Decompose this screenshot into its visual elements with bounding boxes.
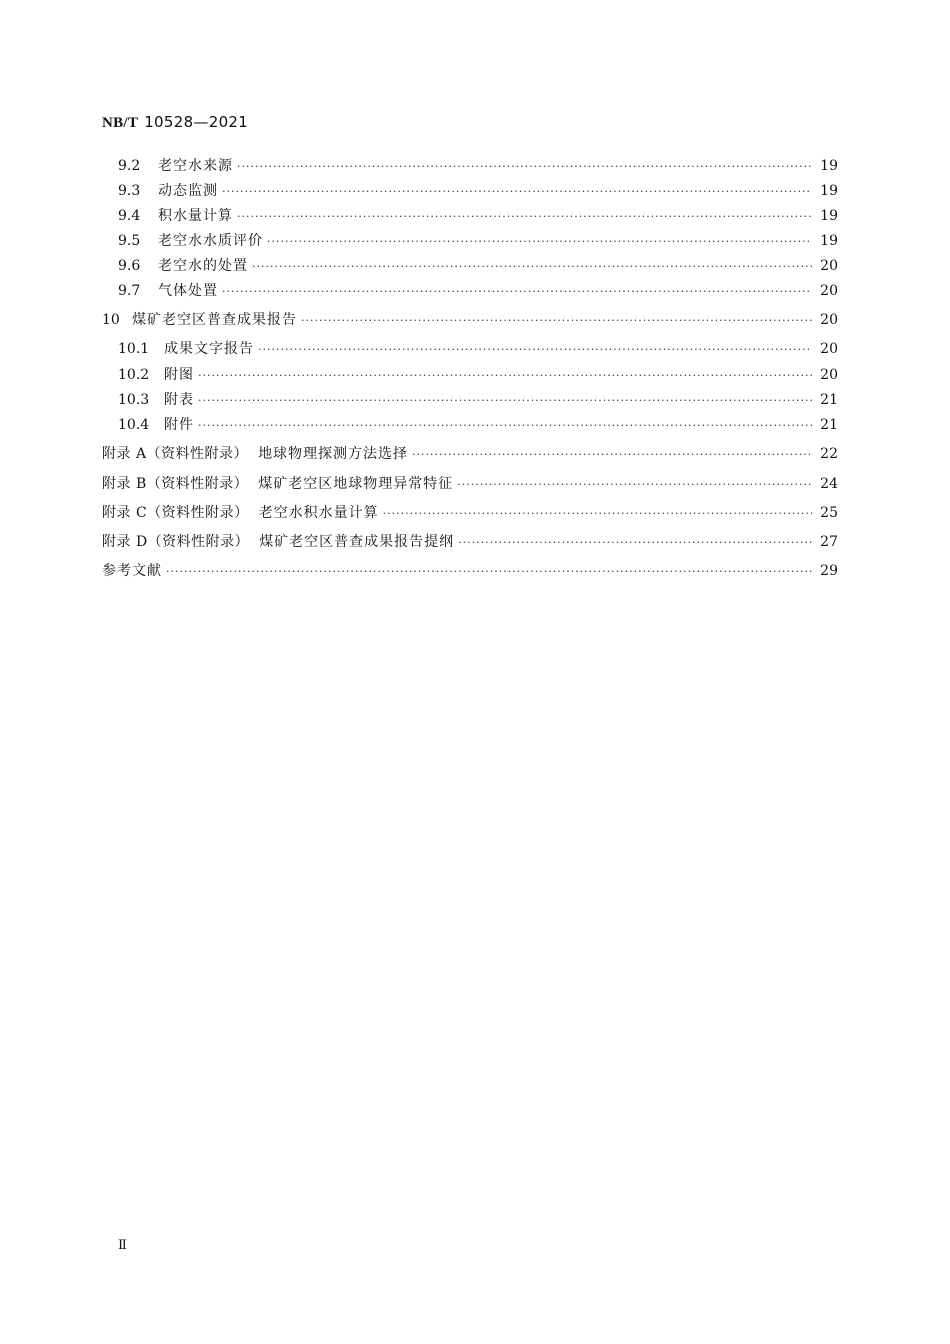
toc-entry-page: 19 xyxy=(820,233,838,249)
toc-entry-number: 附录 D（资料性附录） xyxy=(102,534,250,550)
standard-prefix: NB/T xyxy=(102,115,139,131)
toc-entry-number: 9.5 xyxy=(118,233,141,249)
toc-entry-title: 煤矿老空区普查成果报告 xyxy=(132,312,297,328)
toc-entry-number: 9.7 xyxy=(118,283,141,299)
toc-dot-leader xyxy=(166,563,812,581)
toc-entry-page: 29 xyxy=(820,563,838,579)
toc-entry-bibliography[interactable] xyxy=(102,562,838,581)
toc-entry-title: 老空水来源 xyxy=(158,158,233,174)
toc-entry-annex-a[interactable] xyxy=(102,445,838,464)
toc-entry-10-1[interactable] xyxy=(118,340,838,359)
toc-entry-page: 20 xyxy=(820,283,838,299)
toc-dot-leader xyxy=(267,233,812,251)
toc-dot-leader xyxy=(237,208,812,226)
toc-entry-page: 20 xyxy=(820,367,838,383)
toc-entry-9-2[interactable] xyxy=(118,157,838,176)
toc-entry-10-4[interactable] xyxy=(118,416,838,435)
toc-entry-10-3[interactable] xyxy=(118,391,838,410)
toc-entry-title: 煤矿老空区普查成果报告提纲 xyxy=(259,534,455,550)
toc-entry-9-6[interactable] xyxy=(118,257,838,276)
toc-entry-page: 19 xyxy=(820,208,838,224)
toc-entry-annex-b[interactable] xyxy=(102,475,838,494)
toc-entry-title: 气体处置 xyxy=(158,283,218,299)
toc-dot-leader xyxy=(198,417,812,435)
toc-entry-10[interactable] xyxy=(102,311,838,330)
toc-entry-title: 成果文字报告 xyxy=(164,341,254,357)
toc-entry-number: 10.1 xyxy=(118,341,150,357)
toc-entry-title: 动态监测 xyxy=(158,183,218,199)
toc-entry-title: 地球物理探测方法选择 xyxy=(258,446,409,462)
toc-entry-number: 附录 A（资料性附录） xyxy=(102,446,249,462)
toc-entry-title: 附图 xyxy=(164,367,194,383)
toc-entry-number: 10.3 xyxy=(118,392,150,408)
toc-entry-page: 21 xyxy=(820,392,838,408)
document-header xyxy=(102,113,248,132)
toc-entry-number: 9.2 xyxy=(118,158,141,174)
toc-entry-page: 19 xyxy=(820,183,838,199)
toc-dot-leader xyxy=(258,341,812,359)
toc-entry-page: 24 xyxy=(820,476,838,492)
toc-dot-leader xyxy=(198,392,812,410)
toc-entry-title: 煤矿老空区地球物理异常特征 xyxy=(258,476,454,492)
toc-dot-leader xyxy=(237,158,812,176)
toc-dot-leader xyxy=(198,367,812,385)
toc-entry-title: 老空水水质评价 xyxy=(158,233,263,249)
toc-dot-leader xyxy=(301,312,812,330)
toc-entry-annex-d[interactable] xyxy=(102,533,838,552)
toc-dot-leader xyxy=(383,505,812,523)
toc-entry-number: 附录 B（资料性附录） xyxy=(102,476,249,492)
toc-entry-number: 10.2 xyxy=(118,367,150,383)
toc-entry-title: 附件 xyxy=(164,417,194,433)
toc-entry-title: 老空水积水量计算 xyxy=(258,505,379,521)
toc-entry-number: 9.4 xyxy=(118,208,141,224)
standard-number: 10528—2021 xyxy=(144,113,249,131)
toc-entry-page: 19 xyxy=(820,158,838,174)
toc-entry-10-2[interactable] xyxy=(118,366,838,385)
toc-entry-9-4[interactable] xyxy=(118,207,838,226)
page-number-footer: Ⅱ xyxy=(118,1238,127,1253)
toc-entry-title: 老空水的处置 xyxy=(158,258,248,274)
toc-dot-leader xyxy=(458,534,812,552)
toc-entry-annex-c[interactable] xyxy=(102,504,838,523)
toc-dot-leader xyxy=(457,476,812,494)
toc-entry-number: 附录 C（资料性附录） xyxy=(102,505,249,521)
toc-entry-page: 20 xyxy=(820,312,838,328)
toc-entry-title: 附表 xyxy=(164,392,194,408)
toc-entry-9-3[interactable] xyxy=(118,182,838,201)
toc-entry-page: 22 xyxy=(820,446,838,462)
toc-entry-page: 27 xyxy=(820,534,838,550)
toc-entry-page: 25 xyxy=(820,505,838,521)
toc-entry-page: 20 xyxy=(820,258,838,274)
toc-dot-leader xyxy=(412,446,812,464)
toc-entry-9-5[interactable] xyxy=(118,232,838,251)
toc-entry-number: 10 xyxy=(102,312,120,328)
toc-entry-title: 参考文献 xyxy=(102,563,162,579)
toc-dot-leader xyxy=(222,183,812,201)
toc-entry-page: 21 xyxy=(820,417,838,433)
toc-entry-9-7[interactable] xyxy=(118,282,838,301)
toc-entry-number: 9.3 xyxy=(118,183,141,199)
toc-entry-number: 10.4 xyxy=(118,417,150,433)
toc-dot-leader xyxy=(222,283,812,301)
toc-entry-number: 9.6 xyxy=(118,258,141,274)
toc-entry-title: 积水量计算 xyxy=(158,208,233,224)
toc-dot-leader xyxy=(252,258,812,276)
toc-entry-page: 20 xyxy=(820,341,838,357)
